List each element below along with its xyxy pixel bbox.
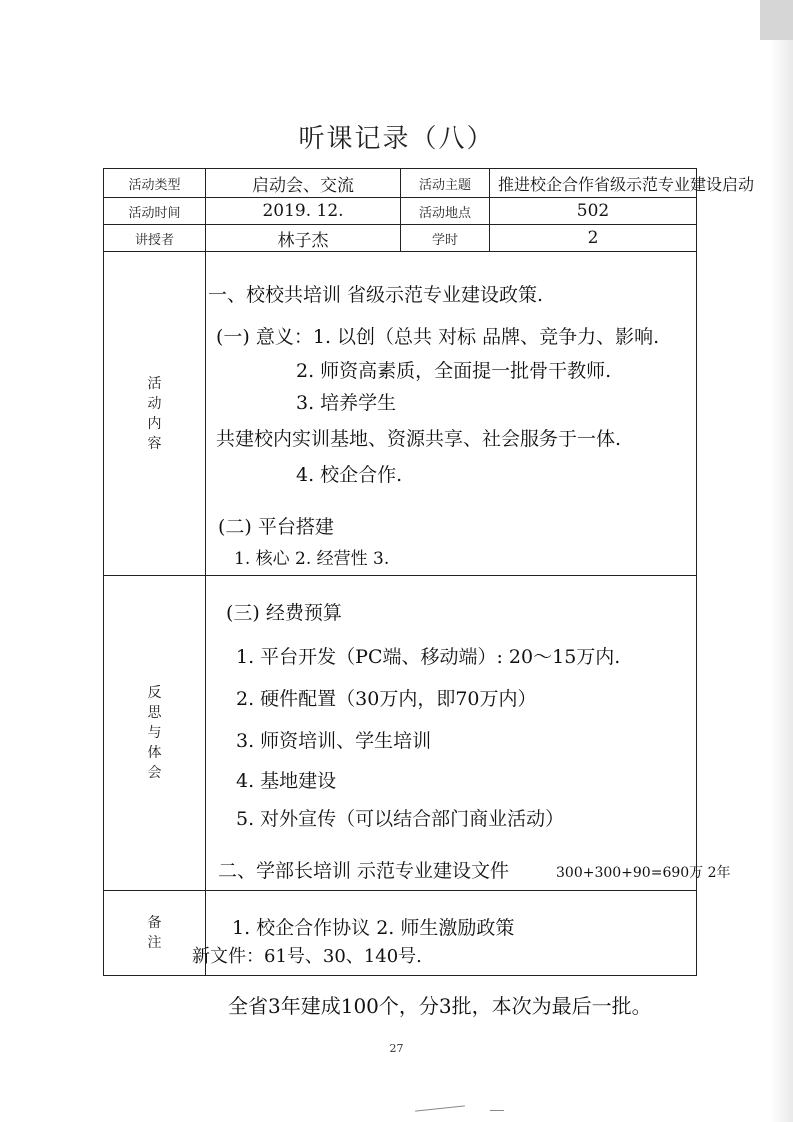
content-line: (一) 意义：1. 以创（总共 对标 品牌、竞争力、影响. (216, 326, 660, 348)
reflection-line: 5. 对外宣传（可以结合部门商业活动） (236, 808, 565, 830)
row-activity-content (104, 252, 697, 576)
scan-corner-shadow (760, 0, 793, 40)
content-line: 3. 培养学生 (296, 392, 397, 414)
content-cell (206, 252, 697, 576)
remarks-line: 1. 校企合作协议 2. 师生激励政策 (232, 917, 515, 939)
row-time-place (104, 198, 697, 225)
content-line: 共建校内实训基地、资源共享、社会服务于一体. (216, 428, 622, 450)
row-lecturer-hours (104, 225, 697, 252)
reflection-line: (三) 经费预算 (226, 602, 342, 624)
activity-time-value: 2019. 12. (262, 201, 344, 221)
activity-time-label: 活动时间 (104, 198, 206, 225)
activity-type-label: 活动类型 (104, 169, 206, 198)
content-label: 活 动 内 容 (104, 252, 206, 576)
reflection-line: 3. 师资培训、学生培训 (236, 730, 432, 752)
content-line: 1. 核心 2. 经营性 3. (234, 549, 390, 569)
page-number: 27 (389, 1042, 404, 1055)
scan-mark (490, 1110, 504, 1111)
reflection-line: 300+300+90=690万 2年 (556, 865, 731, 881)
lecturer-value: 林子杰 (277, 230, 329, 251)
reflection-line: 1. 平台开发（PC端、移动端）: 20～15万内. (236, 646, 621, 668)
reflection-line: 4. 基地建设 (236, 770, 337, 792)
handwritten-note: 新文件：61号、30、140号. (192, 946, 422, 967)
lecturer-label: 讲授者 (104, 225, 206, 252)
activity-theme-label: 活动主题 (401, 169, 490, 198)
row-type-theme (104, 169, 697, 198)
content-line: (二) 平台搭建 (218, 516, 334, 538)
hours-value: 2 (587, 228, 599, 248)
content-line: 4. 校企合作. (296, 464, 403, 486)
reflection-line: 2. 硬件配置（30万内，即70万内） (236, 688, 537, 710)
page-title: 听课记录（八） (298, 124, 495, 154)
reflection-line: 二、学部长培训 示范专业建设文件 (218, 860, 510, 882)
remarks-label: 备 注 (104, 891, 206, 976)
scan-edge-shadow (771, 0, 793, 1122)
activity-place-value: 502 (576, 201, 610, 221)
activity-theme-value: 推进校企合作省级示范专业建设启动 (498, 175, 755, 194)
scan-mark (415, 1105, 465, 1111)
row-reflection (104, 576, 697, 891)
reflection-cell (206, 576, 731, 891)
handwritten-note: 全省3年建成100个，分3批，本次为最后一批。 (228, 994, 652, 1018)
hours-label: 学时 (401, 225, 490, 252)
content-line: 一、校校共培训 省级示范专业建设政策. (208, 284, 544, 306)
activity-type-value: 启动会、交流 (252, 175, 354, 196)
record-table (103, 168, 755, 976)
activity-place-label: 活动地点 (401, 198, 490, 225)
reflection-label: 反 思 与 体 会 (104, 576, 206, 891)
content-line: 2. 师资高素质，全面提一批骨干教师. (296, 360, 612, 382)
